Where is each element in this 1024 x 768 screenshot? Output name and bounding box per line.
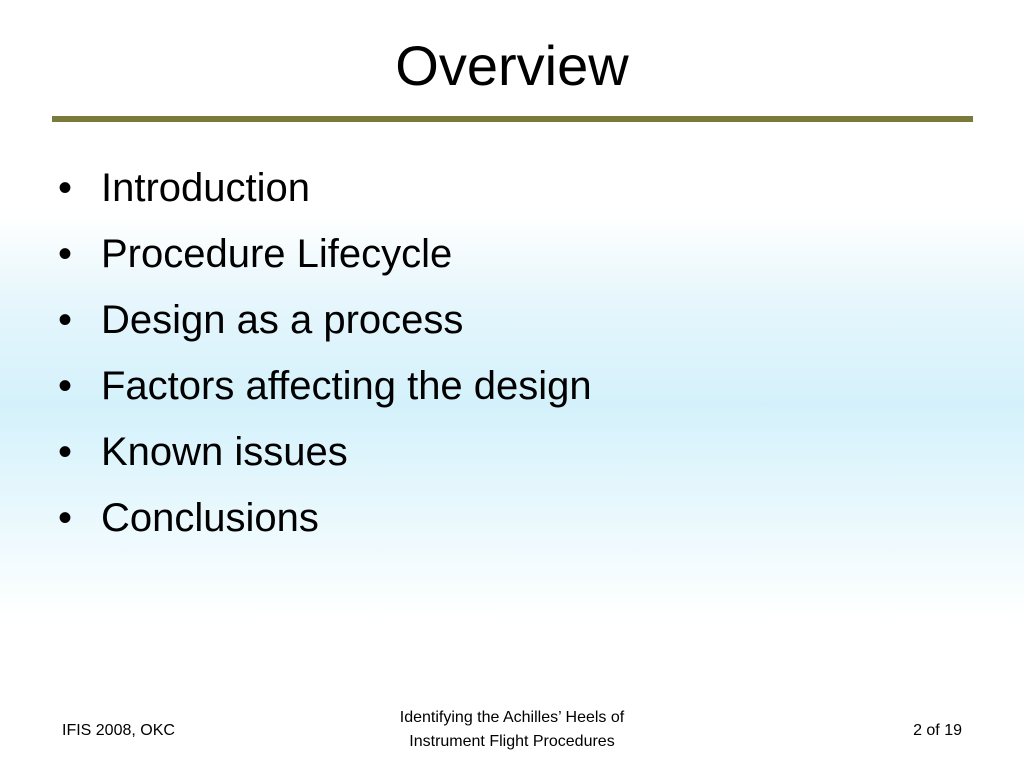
bullet-dot-icon: • (58, 166, 73, 210)
bullet-text: Known issues (101, 430, 348, 474)
footer-conference: IFIS 2008, OKC (62, 722, 175, 739)
bullet-dot-icon: • (58, 430, 73, 474)
title-divider (52, 116, 973, 122)
bullet-text: Conclusions (101, 496, 319, 540)
bullet-text: Factors affecting the design (101, 364, 592, 408)
bullet-dot-icon: • (58, 364, 73, 408)
bullet-dot-icon: • (58, 232, 73, 276)
bullet-dot-icon: • (58, 496, 73, 540)
bullet-dot-icon: • (58, 298, 73, 342)
footer-presentation-title (312, 706, 712, 754)
slide-number: 2 of 19 (913, 722, 962, 739)
bullet-text: Design as a process (101, 298, 464, 342)
footer-title-line-2: Instrument Flight Procedures (409, 733, 615, 750)
bullet-text: Introduction (101, 166, 311, 210)
slide-title: Overview (395, 34, 629, 97)
bullet-text: Procedure Lifecycle (101, 232, 453, 276)
footer-title-line-1: Identifying the Achilles’ Heels of (399, 709, 625, 726)
